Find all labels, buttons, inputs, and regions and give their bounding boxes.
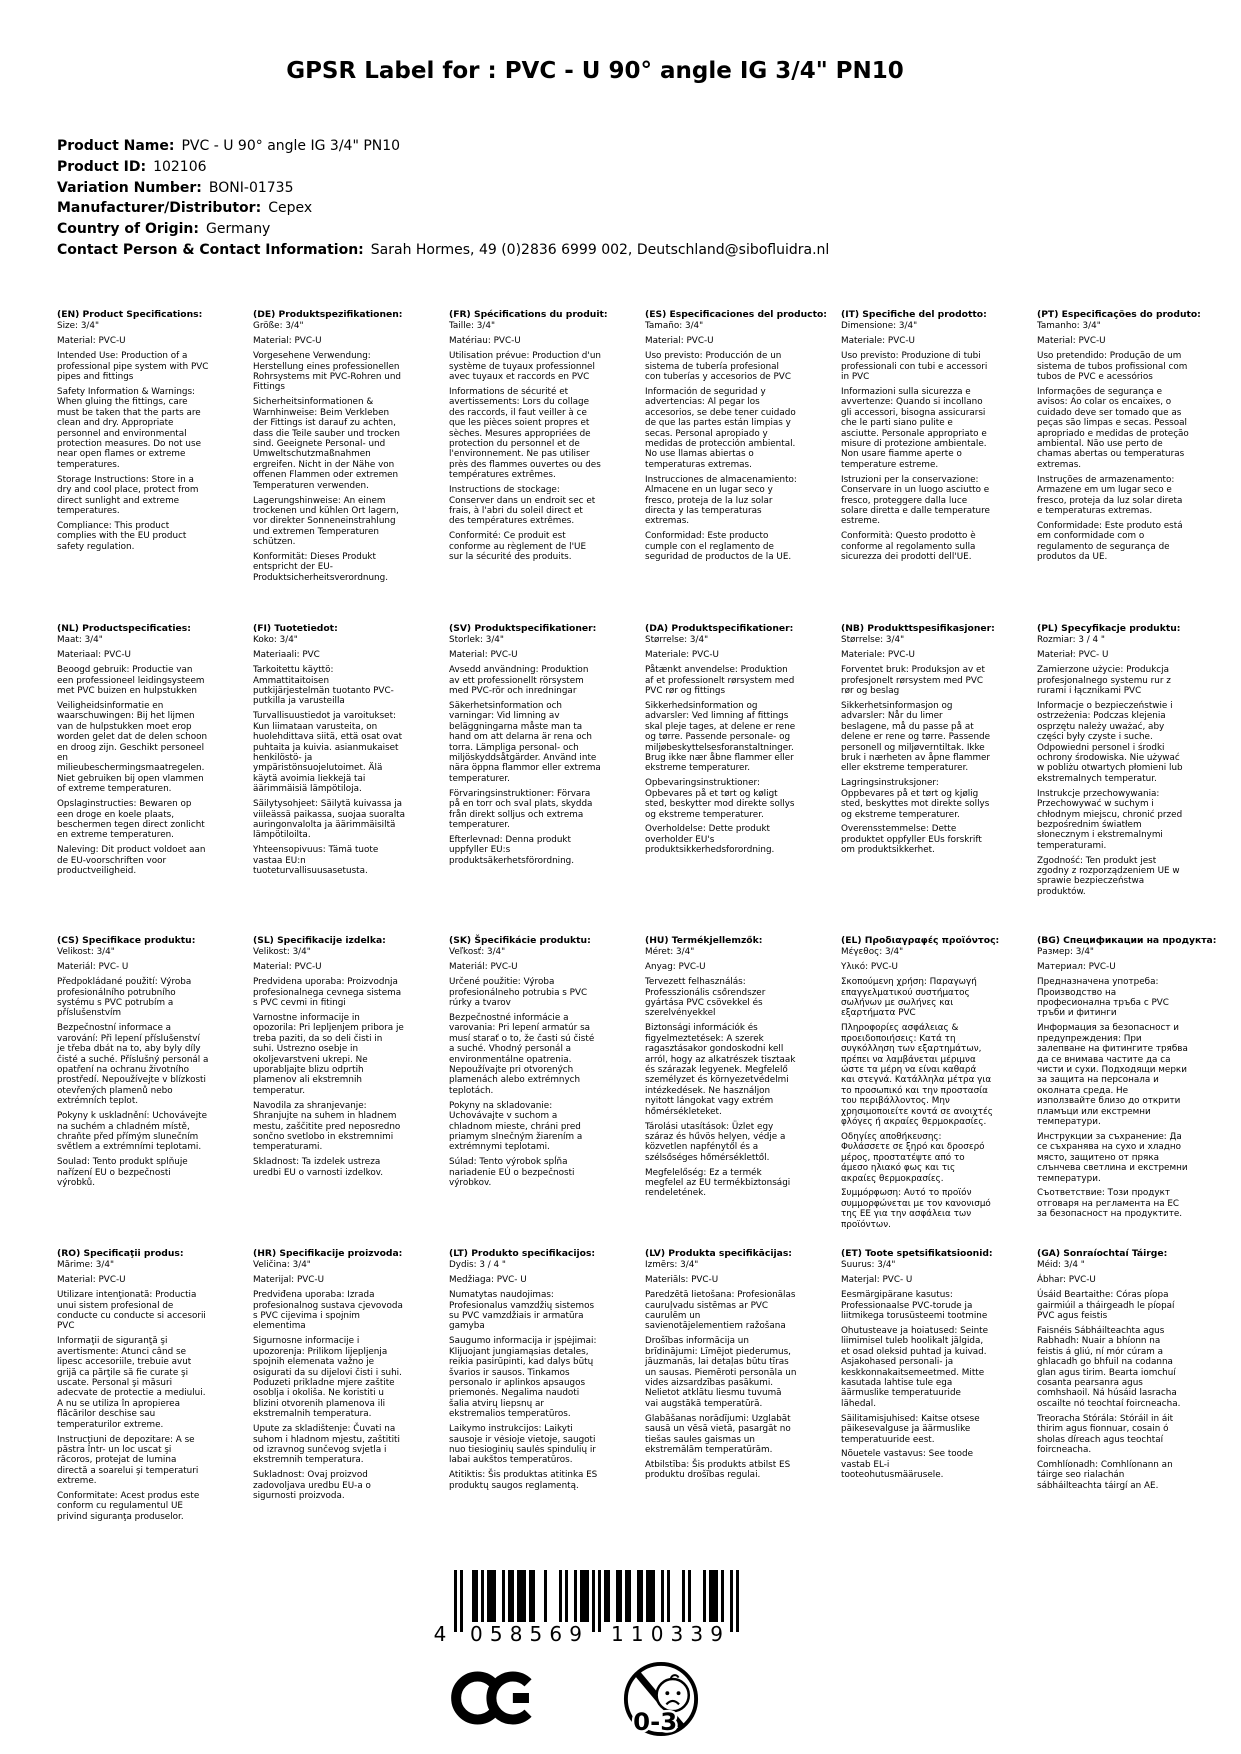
spec-paragraph: Veiligheidsinformatie en waarschuwingen: Bij het lijmen van de hulpstukken moet erop worden gelet dat de delen schoon en droog zijn. Geschikt personeel en milieubeschermingsmaatregelen. Niet gebruiken bij open vlammen of extreme temperaturen. — [57, 700, 208, 795]
spec-paragraph: Utilisation prévue: Production d'un système de tuyaux professionnel avec tuyaux et raccords en PVC — [449, 351, 601, 383]
spec-paragraph: Πληροφορίες ασφάλειας & προειδοποιήσεις: Κατά τη συγκόλληση των εξαρτημάτων, πρέπει να λαμβάνεται μέριμνα ώστε τα μέρη να είναι καθαρά και στεγνά. Κατάλληλα μέτρα για το προσωπικό και την προστασία του περιβάλλοντος. Μην χρησιμοποιείτε κοντά σε ανοιχτές φλόγες ή ακραίες θερμοκρασίες. — [841, 1023, 993, 1127]
spec-paragraph: Säilitamisjuhised: Kaitse otsese päikesevalguse ja äärmuslike temperatuuride eest. — [841, 1413, 980, 1445]
spec-paragraph: Taille: 3/4" — [449, 321, 496, 332]
spec-paragraph: Biztonsági információk és figyelmeztetések: A szerek ragasztásakor gondoskodni kell arról, hogy az alkatrészek tisztaak és szárazak legyenek. Megfelelő személyzet és környezetvédelmi intézkedések. Ne használjon nyitott lángokat vagy extrém hőmérsékleteket. — [645, 1023, 796, 1117]
spec-paragraph: Dimensione: 3/4" — [841, 321, 918, 332]
spec-paragraph: Съответствие: Този продукт отговаря на регламента на ЕС за безопасност на продуктите. — [1037, 1188, 1183, 1220]
spec-paragraph: Matériau: PVC-U — [449, 336, 521, 347]
spec-paragraph: Påtænkt anvendelse: Produktion af et professionelt rørsystem med PVC rør og fittings — [645, 665, 795, 697]
spec-paragraph: Mărime: 3/4" — [57, 1260, 114, 1271]
spec-paragraph: Uso previsto: Produzione di tubi professionali con tubi e accessori in PVC — [841, 351, 988, 383]
spec-block-fi — [253, 624, 405, 876]
spec-paragraph: Instruções de armazenamento: Armazene em um lugar seco e fresco, proteja da luz solar direta e temperaturas extremas. — [1037, 474, 1183, 516]
spec-block-header: (EL) Προδιαγραφές προϊόντος: — [841, 935, 1000, 946]
spec-paragraph: Numatytas naudojimas: Profesionalus vamzdžių sistemos su PVC vamzdžiais ir armatūra gamyba — [449, 1290, 595, 1332]
spec-paragraph: Storage Instructions: Store in a dry and cool place, protect from direct sunlight and extreme temperatures. — [57, 474, 199, 516]
spec-paragraph: Conformidad: Este producto cumple con el reglamento de seguridad de productos de la UE. — [645, 531, 792, 563]
spec-block-header: (PL) Specyfikacje produktu: — [1037, 623, 1181, 634]
spec-paragraph: Bezpečnostní informace a varování: Při lepení příslušenství je třeba dbát na to, aby byly díly čisté a suché. Příslušný personál a opatření na ochranu životního prostředí. Nepoužívejte v blízkosti otevřených plamenů nebo extrémních teplot. — [57, 1023, 209, 1107]
spec-paragraph: Úsáid Beartaithe: Córas píopa gairmiúil a tháirgeadh le píopaí PVC agus feistis — [1037, 1290, 1175, 1322]
page-title: GPSR Label for : PVC - U 90° angle IG 3/4" PN10 — [286, 58, 904, 84]
spec-paragraph: Atbilstība: Šis produkts atbilst ES produktu drošības regulai. — [645, 1459, 791, 1481]
spec-paragraph: Velikost: 3/4" — [253, 947, 311, 958]
spec-paragraph: Suurus: 3/4" — [841, 1260, 896, 1271]
age-warning-label: 0-3 — [633, 1707, 678, 1737]
spec-paragraph: Nõuetele vastavus: See toode vastab EL-i tooteohutusmäärusele. — [841, 1449, 974, 1481]
spec-paragraph: Instrukcje przechowywania: Przechowywać w suchym i chłodnym miejscu, chronić przed bezpośrednim światłem słonecznym i ekstremalnymi temperaturami. — [1037, 788, 1183, 851]
spec-paragraph: Méid: 3/4 " — [1037, 1260, 1085, 1271]
spec-block-pt — [1037, 309, 1201, 563]
spec-block-cs — [57, 936, 209, 1188]
spec-paragraph: Pokyny k uskladnění: Uchovávejte na suchém a chladném místě, chraňte před přímým slunečním světlem a extrémními teplotami. — [57, 1111, 208, 1153]
spec-paragraph: Efterlevnad: Denna produkt uppfyller EU:s produktsäkerhetsförordning. — [449, 834, 575, 866]
spec-block-header: (RO) Specificaţii produs: — [57, 1248, 184, 1259]
spec-paragraph: Compliance: This product complies with the EU product safety regulation. — [57, 520, 187, 552]
spec-paragraph: Beoogd gebruik: Productie van een professioneel leidingsysteem met PVC buizen en hulpstukken — [57, 665, 205, 697]
spec-paragraph: Overholdelse: Dette produkt overholder EU's produktsikkerhedsforordning. — [645, 824, 775, 856]
spec-row-3 — [57, 935, 1217, 1230]
spec-paragraph: Overensstemmelse: Dette produktet oppfyller EUs forskrift om produktsikkerhet. — [841, 824, 982, 856]
spec-block-de — [253, 310, 405, 583]
info-field-label: Manufacturer/Distributor: — [57, 200, 262, 217]
spec-paragraph: Tárolási utasítások: Üzlet egy száraz és hűvös helyen, védje a közvetlen napfénytől és a szélsőséges hőmérséklettől. — [645, 1121, 786, 1163]
spec-paragraph: Инструкции за съхранение: Да се съхранява на сухо и хладно място, защитено от пряка слънчева светлина и екстремни температури. — [1037, 1131, 1188, 1184]
spec-paragraph: Información de seguridad y advertencias: Al pegar los accesorios, se debe tener cuidado de que las partes están limpias y secas. Personal apropiado y medidas de protección ambiental. No use llamas abiertas o temperaturas extremas. — [645, 386, 796, 470]
spec-paragraph: Συμμόρφωση: Αυτό το προϊόν συμμορφώνεται με τον κανονισμό της ΕΕ για την ασφάλεια των προϊόντων. — [841, 1188, 991, 1230]
spec-paragraph: Drošības informācija un brīdinājumi: Līmējot piederumus, jāuzmanās, lai detaļas būtu tīras un sausas. Piemēroti personāla un vides aizsardzības pasākumi. Nelietot atklātu liesmu tuvumā vai augstākā temperatūrā. — [645, 1336, 797, 1409]
spec-block-nl — [57, 624, 209, 876]
spec-paragraph: Storlek: 3/4" — [449, 635, 504, 646]
spec-paragraph: Materiaal: PVC-U — [57, 650, 131, 661]
spec-block-lv — [645, 1249, 797, 1481]
spec-block-header: (BG) Спецификации на продукта: — [1037, 935, 1217, 946]
spec-paragraph: Предназначена употреба: Производство на професионална тръба с PVC тръби и фитинги — [1037, 977, 1169, 1019]
spec-block-hr — [253, 1249, 405, 1501]
spec-paragraph: Conformidade: Este produto está em conformidade com o regulamento de segurança de produtos da UE. — [1037, 520, 1183, 563]
spec-paragraph: Material: PVC-U — [57, 1275, 126, 1286]
spec-block-header: (HR) Specifikacije proizvoda: — [253, 1248, 403, 1259]
barcode-icon — [430, 1570, 745, 1648]
barcode-digits-right: 110339 — [611, 1622, 723, 1646]
spec-block-header: (ES) Especificaciones del producto: — [645, 309, 827, 320]
spec-paragraph: Ohutusteave ja hoiatused: Seinte liimimisel tuleb hoolikalt jälgida, et osad oleksid puhtad ja kuivad. Asjakohased personali- ja keskkonnakaitsemeetmed. Mitte kasutada lahtise tule ega äärmuslike temperatuuride lähedal. — [841, 1325, 989, 1409]
spec-paragraph: Μέγεθος: 3/4" — [841, 947, 904, 958]
info-field — [57, 157, 829, 178]
spec-paragraph: Materiał: PVC- U — [1037, 650, 1109, 661]
spec-paragraph: Sikkerhedsinformation og advarsler: Ved limning af fittings skal pleje tages, at delene er rene og tørre. Passende personale- og miljøbeskyttelsesforanstaltninger. Brug ikke nær åbne flammer eller ekstreme temperaturer. — [645, 700, 796, 774]
spec-paragraph: Размер: 3/4" — [1037, 947, 1094, 958]
spec-paragraph: Paredzētā lietošana: Profesionālas cauruļvadu sistēmas ar PVC caurulēm un savienotājelementiem ražošana — [645, 1290, 796, 1332]
info-field-value: Sarah Hormes, 49 (0)2836 6999 002, Deutschland@sibofluidra.nl — [370, 241, 830, 258]
spec-block-header: (CS) Specifikace produktu: — [57, 935, 196, 946]
spec-paragraph: Size: 3/4" — [57, 321, 100, 332]
spec-paragraph: Materiale: PVC-U — [841, 336, 915, 347]
spec-paragraph: Lagerungshinweise: An einem trockenen und kühlen Ort lagern, vor direkter Sonneneinstrahlung und extremen Temperaturen schützen. — [253, 495, 399, 548]
spec-paragraph: Saugumo informacija ir įspėjimai: Klijuojant jungiamąsias detales, reikia pasirūpinti, kad dalys būtų švarios ir sausos. Tinkamos personalo ir aplinkos apsaugos priemonės. Negalima naudoti šalia atvirų liepsnų ar ekstremalios temperatūros. — [449, 1336, 597, 1420]
spec-block-header: (EN) Product Specifications: — [57, 309, 203, 320]
spec-paragraph: Naleving: Dit product voldoet aan de EU-voorschriften voor productveiligheid. — [57, 845, 206, 877]
spec-paragraph: Οδηγίες αποθήκευσης: Φυλάσσετε σε ξηρό και δροσερό μέρος, προστατέψτε από το άμεσο ηλιακό φως και τις ακραίες θερμοκρασίες. — [841, 1131, 985, 1184]
spec-paragraph: Yhteensopivuus: Tämä tuote vastaa EU:n tuoteturvallisuusasetusta. — [253, 845, 379, 877]
spec-paragraph: Sigurnosne informacije i upozorenja: Prilikom lijepljenja spojnih elemenata važno je osigurati da su dijelovi čisti i suhi. Poduzeti prikladne mjere zaštite osoblja i okoliša. Ne koristiti u blizini otvorenih plamenova ili ekstremalnih temperatura. — [253, 1336, 402, 1420]
barcode-digit-prefix: 4 — [433, 1622, 447, 1646]
spec-paragraph: Treoracha Stórála: Stóráil in áit thirim agus fionnuar, cosain ó sholas díreach agus teochtaí foircneacha. — [1037, 1413, 1174, 1455]
spec-block-el — [841, 935, 1000, 1230]
spec-paragraph: Zamierzone użycie: Produkcja profesjonalnego systemu rur z rurami i łącznikami PVC — [1037, 665, 1171, 697]
spec-paragraph: Pokyny na skladovanie: Uchovávajte v suchom a chladnom mieste, chráni pred priamym slnečným žiarením a extrémnymi teplotami. — [449, 1100, 583, 1153]
spec-paragraph: Conformité: Ce produit est conforme au règlement de l'UE sur la sécurité des produits. — [449, 531, 587, 563]
spec-paragraph: Uso pretendido: Produção de um sistema de tubos profissional com tubos de PVC e acessórios — [1037, 351, 1188, 383]
spec-paragraph: Dydis: 3 / 4 " — [449, 1260, 506, 1271]
age-warning-icon — [622, 1660, 700, 1738]
spec-block-fr — [449, 309, 608, 563]
spec-paragraph: Størrelse: 3/4" — [841, 635, 905, 646]
spec-block-es — [645, 309, 827, 563]
spec-paragraph: Sukladnost: Ovaj proizvod zadovoljava uredbu EU-a o sigurnosti proizvoda. — [253, 1470, 371, 1502]
spec-paragraph: Material: PVC-U — [253, 962, 322, 973]
spec-paragraph: Vorgesehene Verwendung: Herstellung eines professionellen Rohrsystems mit PVC-Rohren und Fittings — [253, 351, 401, 393]
spec-paragraph: Konformität: Dieses Produkt entspricht der EU-Produktsicherheitsverordnung. — [253, 552, 389, 583]
info-field — [57, 198, 829, 219]
spec-paragraph: Materjal: PVC- U — [841, 1275, 913, 1286]
spec-paragraph: Anyag: PVC-U — [645, 962, 706, 973]
spec-paragraph: Informations de sécurité et avertissements: Lors du collage des raccords, il faut veiller à ce que les pièces soient propres et sèches. Mesures appropriées de protection du personnel et de l'environnement. Ne pas utiliser près des flammes ouvertes ou des températures extrêmes. — [449, 386, 601, 481]
spec-block-header: (ET) Toote spetsifikatsioonid: — [841, 1248, 993, 1259]
spec-paragraph: Upute za skladištenje: Čuvati na suhom i hladnom mjestu, zaštititi od izravnog sunčevog svjetla i ekstremnih temperatura. — [253, 1424, 400, 1466]
spec-paragraph: Atitiktis: Šis produktas atitinka ES produktų saugos reglamentą. — [449, 1470, 598, 1491]
spec-paragraph: Megfelelőség: Ez a termék megfelel az EU termékbiztonsági rendeletének. — [645, 1167, 791, 1199]
spec-block-header: (NL) Productspecificaties: — [57, 623, 191, 634]
spec-paragraph: Informações de segurança e avisos: Ao colar os encaixes, o cuidado deve ser tomado que as peças são limpas e secas. Pessoal apropriado e medidas de proteção ambiental. Não use perto de chamas abertas ou temperaturas extremas. — [1037, 386, 1189, 470]
spec-paragraph: Určené použitie: Výroba profesionálneho potrubia s PVC rúrky a tvarov — [449, 977, 588, 1009]
spec-paragraph: Material: PVC-U — [253, 336, 322, 347]
spec-paragraph: Opbevaringsinstruktioner: Opbevares på et tørt og køligt sted, beskytter mod direkte sollys og ekstreme temperaturer. — [645, 778, 795, 820]
info-field-value: Cepex — [268, 200, 313, 217]
info-field-value: PVC - U 90° angle IG 3/4" PN10 — [181, 138, 401, 154]
info-field-value: Germany — [206, 221, 271, 238]
spec-block-lt — [449, 1249, 601, 1491]
spec-block-ga — [1037, 1249, 1189, 1491]
spec-paragraph: Instructions de stockage: Conserver dans un endroit sec et frais, à l'abri du soleil direct et des températures extrêmes. — [449, 485, 596, 527]
spec-block-header: (DE) Produktspezifikationen: — [253, 309, 403, 320]
spec-block-bg — [1037, 935, 1217, 1220]
spec-paragraph: Conformitate: Acest produs este conform cu regulamentul UE privind siguranţa produselor. — [57, 1491, 200, 1522]
product-info — [57, 136, 829, 261]
spec-paragraph: Materiale: PVC-U — [841, 650, 915, 661]
spec-paragraph: Tervezett felhasználás: Professzionális csőrendszer gyártása PVC csövekkel és szerelvényekkel — [645, 977, 766, 1019]
spec-paragraph: Materiál: PVC-U — [449, 962, 518, 973]
spec-paragraph: Materiale: PVC-U — [645, 650, 719, 661]
spec-block-header: (SL) Specifikacije izdelka: — [253, 935, 386, 946]
spec-paragraph: Tamaño: 3/4" — [645, 321, 704, 332]
spec-block-da — [645, 624, 797, 856]
spec-paragraph: Υλικό: PVC-U — [841, 962, 898, 973]
spec-paragraph: Tamanho: 3/4" — [1037, 321, 1101, 332]
spec-paragraph: Intended Use: Production of a professional pipe system with PVC pipes and fittings — [57, 351, 209, 383]
barcode-digits-left: 058569 — [470, 1622, 582, 1646]
spec-paragraph: Material: PVC-U — [57, 336, 126, 347]
spec-block-pl — [1037, 624, 1189, 897]
spec-paragraph: Předpokládané použití: Výroba profesionálního potrubního systému s PVC potrubím a příslušenstvím — [57, 977, 192, 1019]
spec-paragraph: Rozmiar: 3 / 4 " — [1037, 635, 1105, 646]
spec-block-et — [841, 1249, 993, 1481]
info-field-value: 102106 — [153, 158, 207, 175]
spec-paragraph: Bezpečnostné informácie a varovania: Pri lepení armatúr sa musí starať o to, že časti sú čisté a suché. Vhodný personál a environmentálne opatrenia. Nepoužívajte pri otvorených plamenách alebo extrémnych teplotách. — [449, 1012, 595, 1096]
spec-paragraph: Material: PVC-U — [449, 650, 518, 661]
spec-paragraph: Størrelse: 3/4" — [645, 635, 709, 646]
spec-paragraph: Sikkerhetsinformasjon og advarsler: Når du limer beslagene, må du passe på at delene er rene og tørre. Passende personell og miljøverntiltak. Ikke bruk i nærheten av åpne flammer eller ekstreme temperaturer. — [841, 700, 991, 774]
info-field-label: Product Name: — [57, 138, 175, 154]
spec-paragraph: Σκοπούμενη χρήση: Παραγωγή επαγγελματικού συστήματος σωλήνων με σωλήνες και εξαρτήματα PVC — [841, 977, 977, 1019]
spec-paragraph: Materiál: PVC- U — [57, 962, 129, 973]
spec-paragraph: Eesmärgipärane kasutus: Professionaalse PVC-torude ja liitmikega torusüsteemi tootmine — [841, 1290, 988, 1322]
spec-paragraph: Instrucţiuni de depozitare: A se păstra într- un loc uscat şi răcoros, protejat de lumina directă a soarelui şi temperaturi extreme. — [57, 1434, 199, 1487]
spec-row-2 — [57, 624, 1197, 897]
spec-paragraph: Informacje o bezpieczeństwie i ostrzeżenia: Podczas klejenia osprzętu należy uważać, aby części były czyste i suche. Odpowiedni personel i środki ochrony środowiska. Nie używać w pobliżu otwartych płomieni lub ekstremalnych temperatur. — [1037, 700, 1183, 784]
spec-paragraph: Größe: 3/4" — [253, 321, 304, 332]
spec-paragraph: Navodila za shranjevanje: Shranjujte na suhem in hladnem mestu, zaščitite pred neposredno sončno svetlobo in ekstremnimi temperaturami. — [253, 1100, 401, 1153]
spec-paragraph: Varnostne informacije in opozorila: Pri lepljenjem pribora je treba paziti, da so deli čisti in suhi. Ustrezno osebje in okoljevarstveni ukrepi. Ne uporabljajte blizu odprtih plamenov ali ekstremnih temperatur. — [253, 1012, 404, 1096]
spec-paragraph: Soulad: Tento produkt splňuje nařízení EU o bezpečnosti výrobků. — [57, 1157, 188, 1189]
spec-paragraph: Velikost: 3/4" — [57, 947, 115, 958]
spec-paragraph: Faisnéis Sábháilteachta agus Rabhadh: Nuair a bhíonn na feistis á gliú, ní mór cúram a ghlacadh go bhfuil na codanna glan agus tirim. Bearta iomchuí cosanta pearsanra agus comhshaoil. Ná húsáid lasracha oscailte nó teochtaí foircneacha. — [1037, 1325, 1181, 1409]
spec-paragraph: Izmērs: 3/4" — [645, 1260, 699, 1271]
info-field — [57, 178, 829, 199]
spec-block-header: (NB) Produkttspesifikasjoner: — [841, 623, 995, 634]
spec-paragraph: Maat: 3/4" — [57, 635, 103, 646]
spec-paragraph: Lagringsinstruksjoner: Oppbevares på et tørt og kjølig sted, beskyttes mot direkte sollys og ekstreme temperaturer. — [841, 778, 990, 820]
spec-paragraph: Predvidena uporaba: Proizvodnja profesionalnega cevnega sistema s PVC cevmi in fitingi — [253, 977, 402, 1009]
info-field-value: BONI-01735 — [208, 179, 294, 196]
spec-block-header: (LT) Produkto specifikacijos: — [449, 1248, 596, 1259]
info-field-label: Country of Origin: — [57, 221, 199, 238]
info-field-label: Contact Person & Contact Information: — [57, 241, 364, 258]
spec-block-header: (DA) Produktspecifikationer: — [645, 623, 794, 634]
spec-row-1 — [57, 309, 1201, 583]
spec-block-sl — [253, 936, 405, 1178]
spec-paragraph: Materiaali: PVC — [253, 650, 320, 661]
spec-block-ro — [57, 1249, 209, 1522]
spec-block-nb — [841, 624, 993, 856]
spec-paragraph: Glabāšanas norādījumi: Uzglabāt sausā un vēsā vietā, pasargāt no tiešas saules gaismas un ekstremālām temperatūrām. — [645, 1413, 791, 1455]
barcode — [430, 1570, 745, 1648]
spec-block-header: (SK) Špecifikácie produktu: — [449, 935, 591, 946]
info-field-label: Variation Number: — [57, 179, 202, 196]
spec-paragraph: Säilytysohjeet: Säilytä kuivassa ja viileässä paikassa, suojaa suoralta auringonvalolta ja äärimmäisiltä lämpötiloilta. — [253, 799, 405, 841]
spec-paragraph: Material: PVC-U — [1037, 336, 1106, 347]
spec-paragraph: Safety Information & Warnings: When gluing the fittings, care must be taken that the parts are clean and dry. Appropriate personnel and environmental protection measures. Do not use near open flames or extreme temperatures. — [57, 386, 202, 470]
spec-paragraph: Informazioni sulla sicurezza e avvertenze: Quando si incollano gli accessori, bisogna assicurarsi che le parti siano pulite e asciutte. Personale appropriato e misure di protezione ambientale. Non usare fiamme aperte o temperature estreme. — [841, 386, 987, 470]
spec-row-4 — [57, 1249, 1197, 1522]
spec-paragraph: Материал: PVC-U — [1037, 962, 1116, 973]
spec-paragraph: Informaţii de siguranţă şi avertismente: Atunci când se lipesc accesoriile, trebuie avut grijă ca părţile să fie curate şi uscate. Personal şi măsuri adecvate de protectie a mediului. A nu se utiliza în apropierea flăcărilor deschise sau temperaturilor extreme. — [57, 1336, 206, 1430]
spec-paragraph: Veľkosť: 3/4" — [449, 947, 506, 958]
spec-paragraph: Förvaringsinstruktioner: Förvara på en torr och sval plats, skydda från direkt solljus och extrema temperaturer. — [449, 788, 593, 830]
spec-paragraph: Forventet bruk: Produksjon av et profesjonelt rørsystem med PVC rør og beslag — [841, 665, 985, 697]
spec-block-header: (FR) Spécifications du produit: — [449, 309, 608, 320]
spec-block-it — [841, 310, 993, 562]
spec-paragraph: Predviđena uporaba: Izrada profesionalnog sustava cjevovoda s PVC cijevima i spojnim elementima — [253, 1290, 403, 1332]
info-field-label: Product ID: — [57, 158, 147, 175]
info-field — [57, 136, 829, 157]
spec-paragraph: Skladnost: Ta izdelek ustreza uredbi EU o varnosti izdelkov. — [253, 1157, 384, 1178]
spec-paragraph: Méret: 3/4" — [645, 947, 695, 958]
spec-block-en — [57, 310, 209, 552]
spec-paragraph: Laikymo instrukcijos: Laikyti sausoje ir vėsioje vietoje, saugoti nuo tiesioginių saulės spindulių ir labai aukštos temperatūros. — [449, 1424, 596, 1466]
spec-paragraph: Medžiaga: PVC- U — [449, 1275, 527, 1286]
spec-block-header: (FI) Tuotetiedot: — [253, 623, 338, 634]
spec-paragraph: Veličina: 3/4" — [253, 1260, 311, 1271]
spec-paragraph: Turvallisuustiedot ja varoitukset: Kun liimataan varusteita, on huolehdittava siitä, että osat ovat puhtaita ja kuivia. asianmukaiset henkilöstö- ja ympäristönsuojelutoimet. Älä käytä avoimia liekkejä tai äärimmäisiä lämpötiloja. — [253, 711, 403, 795]
spec-paragraph: Materijal: PVC-U — [253, 1275, 325, 1286]
spec-block-sk — [449, 936, 601, 1188]
spec-paragraph: Ábhar: PVC-U — [1037, 1275, 1096, 1286]
spec-block-header: (IT) Specifiche del prodotto: — [841, 309, 987, 320]
spec-paragraph: Säkerhetsinformation och varningar: Vid limning av beläggningarna måste man ta hand om att delarna är rena och torra. Lämpliga personal- och miljöskyddsåtgärder. Använd inte nära öppna flammor eller extrema temperaturer. — [449, 700, 601, 784]
spec-paragraph: Zgodność: Ten produkt jest zgodny z rozporządzeniem UE w sprawie bezpieczeństwa produktów. — [1037, 855, 1180, 897]
spec-paragraph: Avsedd användning: Produktion av ett professionellt rörsystem med PVC-rör och inredningar — [449, 665, 589, 697]
spec-paragraph: Opslaginstructies: Bewaren op een droge en koele plaats, beschermen tegen direct zonlicht en extreme temperaturen. — [57, 799, 205, 841]
spec-paragraph: Comhlíonadh: Comhlíonann an táirge seo rialachán sábháilteachta táirgí an AE. — [1037, 1459, 1173, 1491]
spec-block-sv — [449, 624, 601, 866]
spec-paragraph: Uso previsto: Producción de un sistema de tubería profesional con tuberías y accesorios de PVC — [645, 351, 791, 383]
spec-paragraph: Koko: 3/4" — [253, 635, 298, 646]
spec-block-header: (SV) Produktspecifikationer: — [449, 623, 597, 634]
spec-paragraph: Istruzioni per la conservazione: Conservare in un luogo asciutto e fresco, proteggere dalla luce solare diretta e dalle temperature estreme. — [841, 474, 990, 527]
spec-paragraph: Instrucciones de almacenamiento: Almacene en un lugar seco y fresco, proteja de la luz solar directa y las temperaturas extremas. — [645, 474, 797, 527]
spec-paragraph: Sicherheitsinformationen & Warnhinweise: Beim Verkleben der Fittings ist darauf zu achten, dass die Teile sauber und trocken sind. Geeignete Personal- und Umweltschutzmaßnahmen ergreifen. Nicht in der Nähe von offenen Flammen oder extremen Temperaturen verwenden. — [253, 397, 400, 491]
ce-mark-icon — [450, 1668, 542, 1728]
spec-block-hu — [645, 936, 797, 1199]
info-field — [57, 240, 829, 261]
spec-paragraph: Materiāls: PVC-U — [645, 1275, 719, 1286]
spec-paragraph: Conformità: Questo prodotto è conforme al regolamento sulla sicurezza dei prodotti dell'UE. — [841, 531, 976, 563]
spec-paragraph: Tarkoitettu käyttö: Ammattitaitoisen putkijärjestelmän tuotanto PVC-putkilla ja varusteilla — [253, 665, 394, 707]
spec-block-header: (HU) Termékjellemzők: — [645, 935, 763, 946]
spec-paragraph: Material: PVC-U — [645, 336, 714, 347]
spec-paragraph: Информация за безопасност и предупреждения: При залепване на фитингите трябва да се внимава частите да са чисти и сухи. Подходящи мерки за защита на персонала и околната среда. Не използвайте близо до открити пламъци или екстремни температури. — [1037, 1023, 1188, 1127]
spec-paragraph: Utilizare intenţionată: Productia unui sistem profesional de conducte cu conducte si accesorii PVC — [57, 1290, 206, 1332]
spec-block-header: (GA) Sonraíochtaí Táirge: — [1037, 1248, 1168, 1259]
spec-block-header: (LV) Produkta specifikācijas: — [645, 1248, 792, 1259]
info-field — [57, 219, 829, 240]
spec-block-header: (PT) Especificações do produto: — [1037, 309, 1201, 320]
spec-paragraph: Súlad: Tento výrobok spĺňa nariadenie EÚ o bezpečnosti výrobkov. — [449, 1157, 575, 1189]
